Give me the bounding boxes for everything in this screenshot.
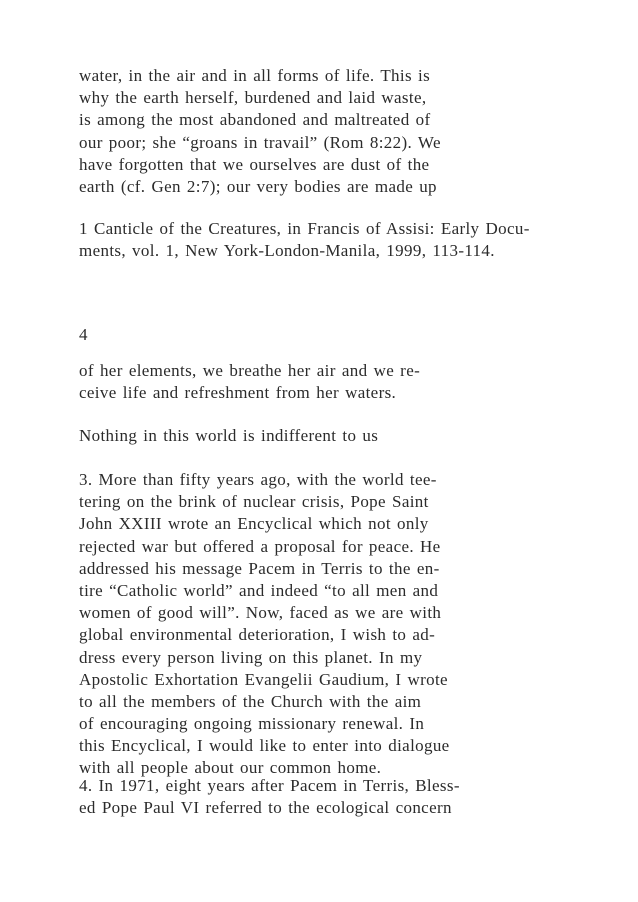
text-line: ed Pope Paul VI referred to the ecological concern — [79, 798, 452, 818]
text-line: ceive life and refreshment from her waters. — [79, 383, 397, 403]
section-heading — [79, 425, 619, 447]
text-line: to all the members of the Church with the aim — [79, 691, 422, 711]
text-line: of encouraging ongoing missionary renewal. In — [79, 714, 425, 734]
text-line: tire “Catholic world” and indeed “to all men and — [79, 580, 439, 600]
text-line: 3. More than fifty years ago, with the world tee- — [79, 470, 437, 489]
text-line: rejected war but offered a proposal for peace. He — [79, 536, 441, 556]
text-line: John XXIII wrote an Encyclical which not only — [79, 514, 429, 534]
text-line: Apostolic Exhortation Evangelii Gaudium, I wrote — [79, 669, 448, 689]
text-line: global environmental deterioration, I wish to ad- — [79, 625, 436, 645]
paragraph-4 — [79, 775, 619, 819]
text-line: is among the most abandoned and maltreated of — [79, 110, 431, 130]
text-line: this Encyclical, I would like to enter into dialogue — [79, 736, 450, 756]
text-line: 4. In 1971, eight years after Pacem in Terris, Bless- — [79, 776, 460, 795]
page-number — [79, 324, 619, 346]
footnote-line: ments, vol. 1, New York-London-Manila, 1999, 113-114. — [79, 241, 495, 261]
text-line: why the earth herself, burdened and laid waste, — [79, 88, 427, 108]
page-number-text: 4 — [79, 325, 88, 344]
section-heading-text: Nothing in this world is indifferent to us — [79, 426, 379, 445]
text-line: tering on the brink of nuclear crisis, Pope Saint — [79, 492, 429, 512]
text-line: with all people about our common home. — [79, 758, 382, 778]
text-line: addressed his message Pacem in Terris to the en- — [79, 558, 440, 578]
text-line: women of good will”. Now, faced as we are with — [79, 603, 442, 623]
footnote-line: 1 Canticle of the Creatures, in Francis of Assisi: Early Docu- — [79, 219, 530, 238]
text-line: water, in the air and in all forms of life. This is — [79, 66, 431, 85]
paragraph-resumed — [79, 360, 619, 404]
footnote — [79, 218, 619, 262]
text-line: our poor; she “groans in travail” (Rom 8:22). We — [79, 132, 441, 152]
text-line: earth (cf. Gen 2:7); our very bodies are made up — [79, 176, 437, 196]
text-line: of her elements, we breathe her air and we re- — [79, 361, 421, 380]
paragraph-3 — [79, 469, 619, 780]
text-line: dress every person living on this planet. In my — [79, 647, 423, 667]
paragraph-continued — [79, 65, 619, 198]
text-line: have forgotten that we ourselves are dust of the — [79, 154, 430, 174]
